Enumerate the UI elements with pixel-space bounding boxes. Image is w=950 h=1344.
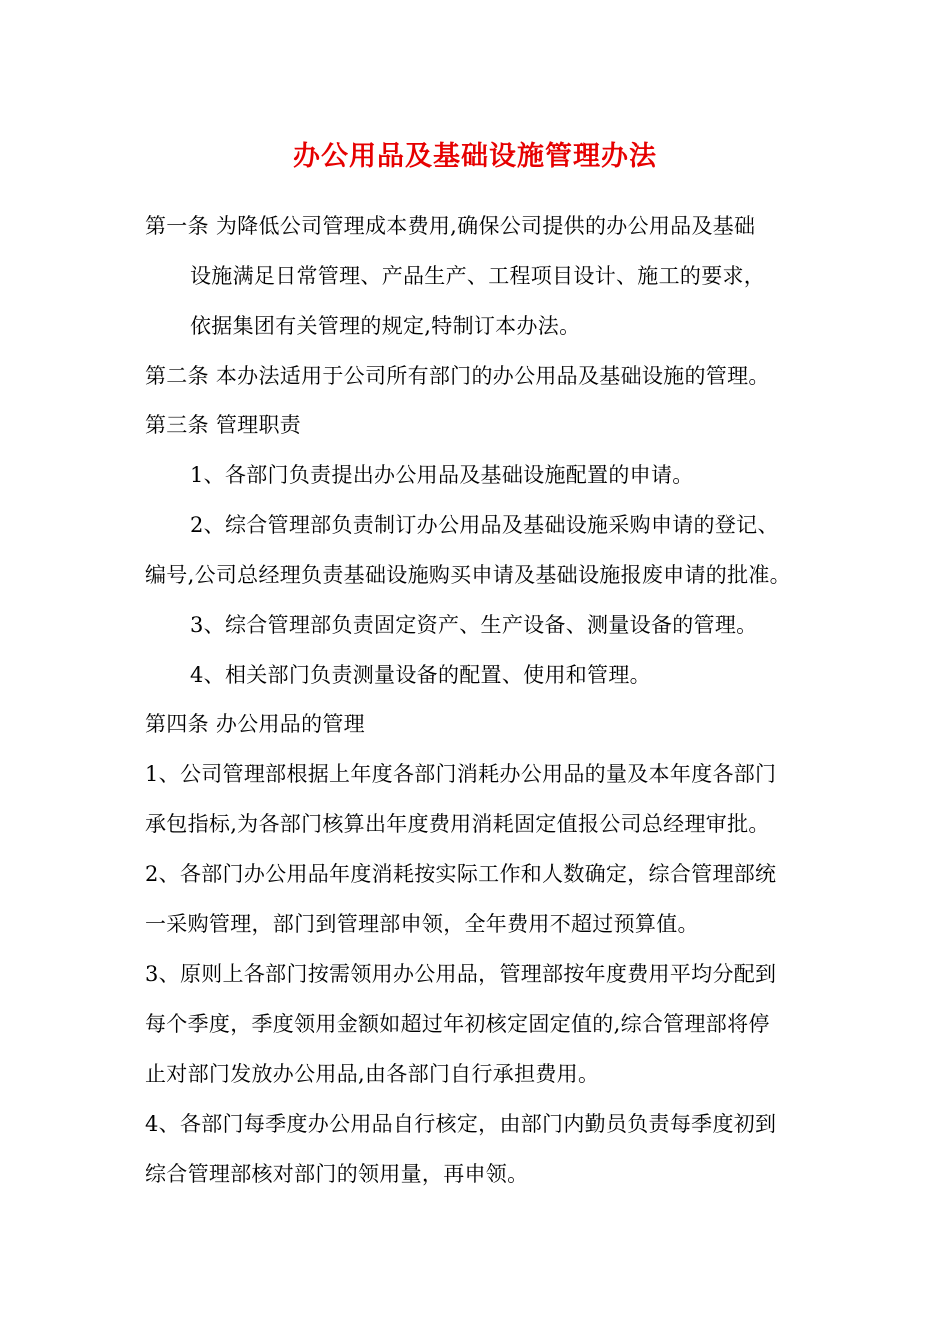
- article-4-item-3-line-2: 每个季度，季度领用金额如超过年初核定固定值的,综合管理部将停: [145, 1012, 770, 1036]
- article-4-item-3-line-1: 3、原则上各部门按需领用办公用品，管理部按年度费用平均分配到: [145, 962, 777, 986]
- article-3-item-2-line-2: 编号,公司总经理负责基础设施购买申请及基础设施报废申请的批准。: [145, 563, 791, 587]
- article-4-item-4-line-1: 4、各部门每季度办公用品自行核定，由部门内勤员负责每季度初到: [145, 1112, 777, 1136]
- article-3-item-4: 4、相关部门负责测量设备的配置、使用和管理。: [190, 663, 651, 687]
- article-4-item-2-line-1: 2、各部门办公用品年度消耗按实际工作和人数确定，综合管理部统: [145, 862, 777, 886]
- article-2: 第二条 本办法适用于公司所有部门的办公用品及基础设施的管理。: [145, 364, 770, 388]
- article-4-heading: 第四条 办公用品的管理: [145, 712, 365, 736]
- article-3-item-3: 3、综合管理部负责固定资产、生产设备、测量设备的管理。: [190, 613, 758, 637]
- article-1-line-3: 依据集团有关管理的规定,特制订本办法。: [190, 314, 581, 338]
- article-4-item-1-line-2: 承包指标,为各部门核算出年度费用消耗固定值报公司总经理审批。: [145, 812, 770, 836]
- article-4-item-1-line-1: 1、公司管理部根据上年度各部门消耗办公用品的量及本年度各部门: [145, 762, 777, 786]
- article-4-item-2-line-2: 一采购管理，部门到管理部申领，全年费用不超过预算值。: [145, 912, 699, 936]
- article-3-item-1: 1、各部门负责提出办公用品及基础设施配置的申请。: [190, 463, 694, 487]
- article-4-item-4-line-2: 综合管理部核对部门的领用量，再申领。: [145, 1162, 529, 1186]
- article-4-item-3-line-3: 止对部门发放办公用品,由各部门自行承担费用。: [145, 1062, 600, 1086]
- article-3-heading: 第三条 管理职责: [145, 413, 302, 437]
- document-title: 办公用品及基础设施管理办法: [293, 141, 657, 172]
- article-1-line-2: 设施满足日常管理、产品生产、工程项目设计、施工的要求，: [190, 264, 766, 288]
- article-1-line-1: 第一条 为降低公司管理成本费用,确保公司提供的办公用品及基础: [145, 214, 756, 238]
- article-3-item-2-line-1: 2、综合管理部负责制订办公用品及基础设施采购申请的登记、: [190, 513, 779, 537]
